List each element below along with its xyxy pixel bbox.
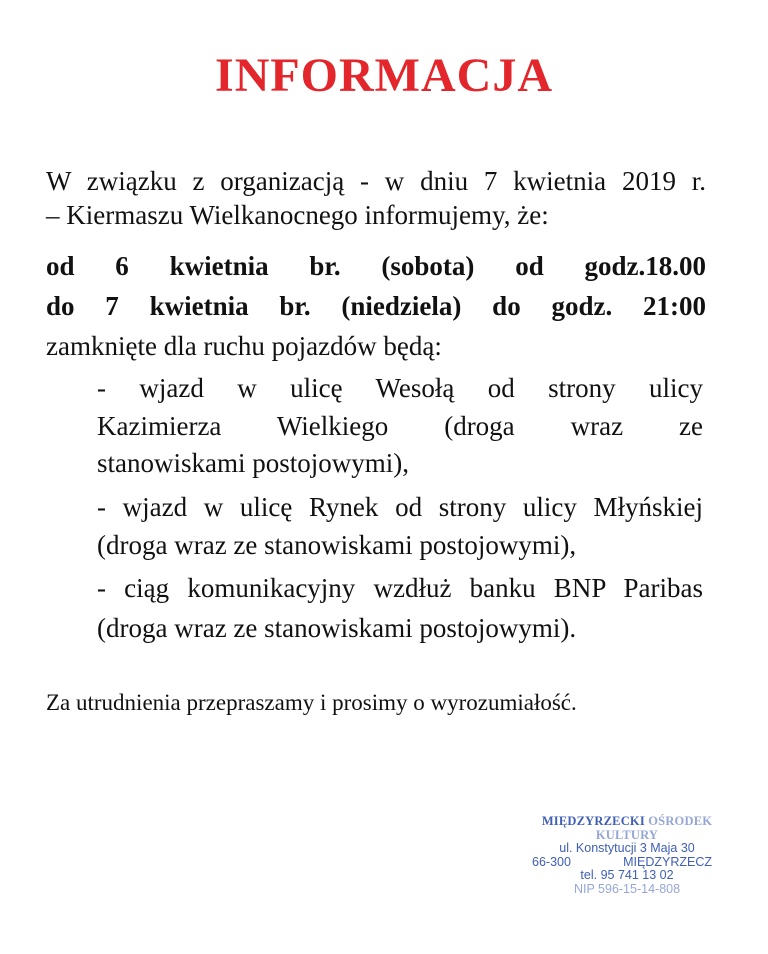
stamp-postcode: 66-300 [532,854,571,869]
stamp-city: MIĘDZYRZECZ [623,854,712,869]
list-item-1-line-2: Kazimierza Wielkiego (droga wraz ze [97,411,703,441]
intro-line-2: – Kiermaszu Wielkanocnego informujemy, że: [46,200,549,230]
stamp-street: ul. Konstytucji 3 Maja 30 [559,841,695,855]
stamp-phone: tel. 95 741 13 02 [580,868,674,882]
page-title: INFORMACJA [215,49,553,102]
closed-roads-intro: zamknięte dla ruchu pojazdów będą: [46,331,442,361]
stamp-name-part-1: MIĘDZYRZECKI [541,814,645,828]
list-item-2-line-2: (droga wraz ze stanowiskami postojowymi), [97,530,577,560]
stamp-nip: NIP 596-15-14-808 [573,881,681,896]
list-item-1-line-1: - wjazd w ulicę Wesołą od strony ulicy [97,373,703,403]
closure-start: od 6 kwietnia br. (sobota) od godz.18.00 [46,251,706,281]
closing-line: Za utrudnienia przepraszamy i prosimy o wyrozumiałość. [46,690,577,715]
list-item-2-line-1: - wjazd w ulicę Rynek od strony ulicy Młyńskiej [97,492,703,522]
stamp-city-line [524,856,730,870]
list-item-1-line-3: stanowiskami postojowymi), [97,448,409,478]
stamp-name-part-2: OŚRODEK KULTURY [595,814,713,842]
closure-end: do 7 kwietnia br. (niedziela) do godz. 21:00 [46,291,706,321]
list-item-3-line-1: - ciąg komunikacyjny wzdłuż banku BNP Paribas [97,573,703,603]
intro-line-1: W związku z organizacją - w dniu 7 kwietnia 2019 r. [46,166,706,196]
stamp-institution-name [524,815,730,842]
institution-stamp [524,815,730,896]
list-item-3-line-2: (droga wraz ze stanowiskami postojowymi). [97,613,577,643]
